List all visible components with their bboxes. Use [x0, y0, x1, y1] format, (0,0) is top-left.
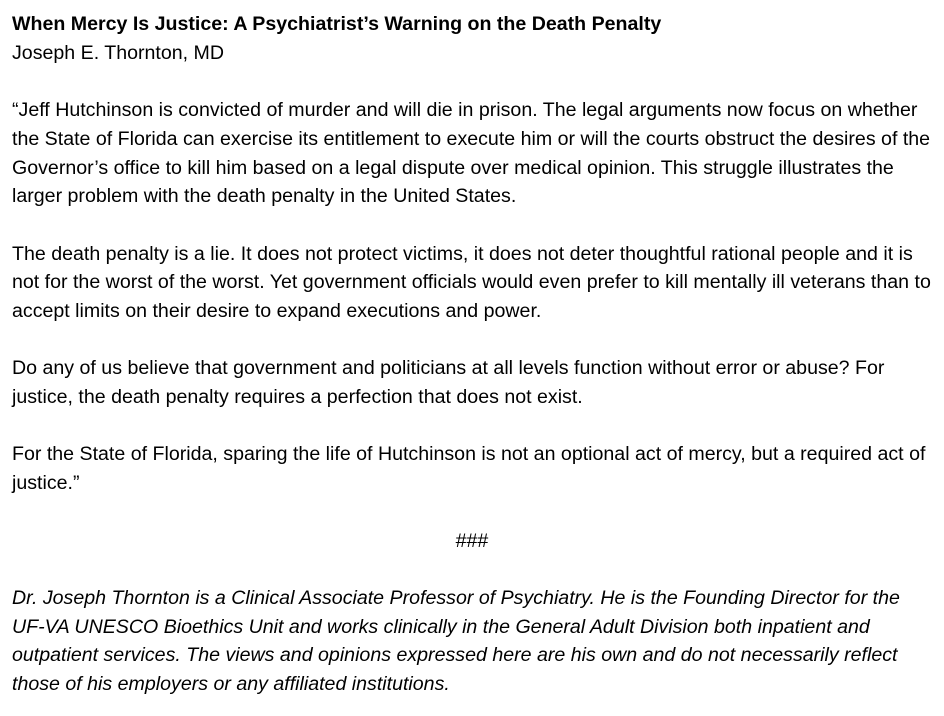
author-bio: Dr. Joseph Thornton is a Clinical Associate Professor of Psychiatry. He is the Founding Director for the UF-VA UNESCO Bioethics Unit and works clinically in the General Adult Division both inpatient and outpatient services. The views and opinions expressed here are his own and do not necessarily reflect those of his employers or any affiliated institutions.: [12, 586, 900, 696]
paragraph-3: Do any of us believe that government and politicians at all levels function without error or abuse? For justice, the death penalty requires a perfection that does not exist.: [12, 357, 885, 409]
author-byline: Joseph E. Thornton, MD: [12, 41, 225, 64]
section-separator: ###: [455, 529, 489, 552]
paragraph-4: For the State of Florida, sparing the life of Hutchinson is not an optional act of mercy, but a required act of justice.”: [12, 443, 926, 495]
document-title: When Mercy Is Justice: A Psychiatrist’s Warning on the Death Penalty: [12, 13, 662, 35]
paragraph-1: “Jeff Hutchinson is convicted of murder and will die in prison. The legal arguments now focus on whether the State of Florida can exercise its entitlement to execute him or will the courts obstruct the desires of the Governor’s office to kill him based on a legal dispute over medical opinion. This struggle illustrates the larger problem with the death penalty in the United States.: [12, 99, 931, 208]
paragraph-2: The death penalty is a lie. It does not protect victims, it does not deter thoughtful rational people and it is not for the worst of the worst. Yet government officials would even prefer to kill mentally ill veterans than to accept limits on their desire to expand executions and power.: [12, 242, 931, 322]
